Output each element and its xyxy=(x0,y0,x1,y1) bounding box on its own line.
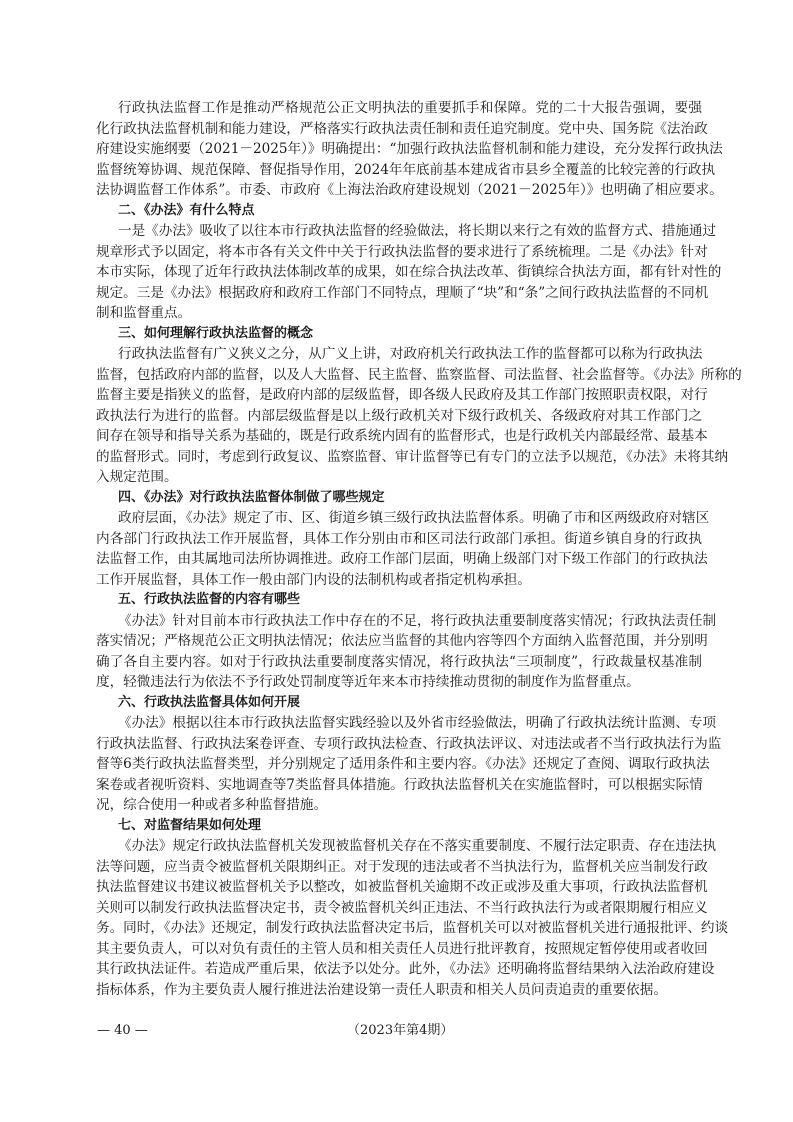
text-line: 入规定范围。 xyxy=(96,469,178,485)
section-heading xyxy=(96,324,702,345)
text-line: 督等6类行政执法监督类型，并分别规定了适用条件和主要内容。《办法》还规定了查阅、调取行政执法 xyxy=(96,756,710,772)
text-line: 规定。三是《办法》根据政府和政府工作部门不同特点，理顺了“块”和“条”之间行政执法监督的不同机 xyxy=(96,284,709,301)
text-line: 落实情况；严格规范公正文明执法情况；依法应当监督的其他内容等四个方面纳入监督范围，并分别明 xyxy=(96,633,708,649)
text-line: 关则可以制发行政执法监督决定书，责令被监督机关纠正违法、不当行政执法行为或者限期履行相应义 xyxy=(96,899,708,916)
text-line: 制和监督重点。 xyxy=(96,305,192,321)
text-line: 监督主要是指狭义的监督，是政府内部的层级监督，即各级人民政府及其工作部门按照职责权限，对行 xyxy=(96,387,708,403)
section-heading xyxy=(96,816,702,837)
text-line: 行政执法监督有广义狭义之分，从广义上讲，对政府机关行政执法工作的监督都可以称为行政执法 xyxy=(118,346,703,362)
paragraph xyxy=(96,611,717,693)
text-line: 法监督工作，由其属地司法所协调推进。政府工作部门层面，明确上级部门对下级工作部门的行政执法 xyxy=(96,551,708,567)
text-line: 况，综合使用一种或者多种监督措施。 xyxy=(96,797,328,813)
paragraph xyxy=(96,344,742,488)
page-number: — 40 — xyxy=(97,1023,148,1038)
paragraph xyxy=(96,98,723,201)
text-line: 府建设实施纲要（2021－2025年）》明确提出：“加强行政执法监督机制和能力建设，充分发挥行政执法 xyxy=(96,141,723,157)
section-heading xyxy=(96,590,702,611)
text-line: 确了各自主要内容。如对于行政执法重要制度落实情况，将行政执法“三项制度”，行政裁量权基准制 xyxy=(96,653,702,670)
paragraph xyxy=(96,713,722,816)
text-line: 化行政执法监督机制和能力建设，严格落实行政执法责任制和责任追究制度。党中央、国务院《法治政 xyxy=(96,120,708,137)
text-line: 行政执法监督、行政执法案卷评查、专项行政执法检查、行政执法评议、对违法或者不当行政执法行为监 xyxy=(96,735,722,752)
text-line: 法等问题，应当责令被监督机关限期纠正。对于发现的违法或者不当执法行为，监督机关应当制发行政 xyxy=(96,858,708,875)
heading-text: 六、行政执法监督具体如何开展 xyxy=(118,694,301,710)
text-line: 《办法》针对目前本市行政执法工作中存在的不足，将行政执法重要制度落实情况；行政执法责任制 xyxy=(118,612,717,629)
text-line: 内各部门行政执法工作开展监督，具体工作分别由市和区司法行政部门承担。街道乡镇自身的行政执 xyxy=(96,530,702,547)
section-heading xyxy=(96,693,702,714)
heading-text: 五、行政执法监督的内容有哪些 xyxy=(118,592,301,607)
heading-text: 三、如何理解行政执法监督的概念 xyxy=(118,325,314,341)
text-line: 间存在领导和指导关系为基础的，既是行政系统内固有的监督形式，也是行政机关内部最经常、最基本 xyxy=(96,428,708,444)
heading-text: 二、《办法》有什么特点 xyxy=(118,202,255,218)
paragraph xyxy=(96,221,722,324)
text-line: 监督，包括政府内部的监督，以及人大监督、民主监督、监察监督、司法监督、社会监督等。《办法》所称的 xyxy=(96,366,742,383)
paragraph xyxy=(96,836,729,1000)
text-line: 务。同时，《办法》还规定，制发行政执法监督决定书后，监督机关可以对被监督机关进行通报批评、约谈 xyxy=(96,920,729,936)
text-line: 政执法行为进行的监督。内部层级监督是以上级行政机关对下级行政机关、各级政府对其工作部门之 xyxy=(96,407,702,424)
paragraph xyxy=(96,508,710,590)
text-line: 执法监督建议书建议被监督机关予以整改，如被监督机关逾期不改正或涉及重大事项，行政执法监督机 xyxy=(96,879,708,895)
section-heading xyxy=(96,201,702,222)
text-line: 法协调监督工作体系”。市委、市政府《上海法治政府建设规划（2021－2025年）》也明确了相应要求。 xyxy=(96,182,723,198)
text-line: 《办法》根据以往本市行政执法监督实践经验以及外省市经验做法，明确了行政执法统计监测、专项 xyxy=(118,715,717,731)
text-line: 的监督形式。同时，考虑到行政复议、监察监督、审计监督等已有专门的立法予以规范，《办法》未将其纳 xyxy=(96,448,729,465)
issue-label: （2023年第4期） xyxy=(347,1023,454,1038)
text-line: 度，轻微违法行为依法不予行政处罚制度等近年来本市持续推动贯彻的制度作为监督重点。 xyxy=(96,674,640,690)
section-heading xyxy=(96,488,702,509)
text-line: 政府层面，《办法》规定了市、区、街道乡镇三级行政执法监督体系。明确了市和区两级政府对辖区 xyxy=(118,510,710,526)
text-line: 其行政执法证件。若造成严重后果，依法予以处分。此外，《办法》还明确将监督结果纳入法治政府建设 xyxy=(96,961,715,977)
document-body xyxy=(96,98,742,1000)
text-line: 工作开展监督，具体工作一般由部门内设的法制机构或者指定机构承担。 xyxy=(96,571,531,588)
text-line: 行政执法监督工作是推动严格规范公正文明执法的重要抓手和保障。党的二十大报告强调，要强 xyxy=(118,100,702,116)
text-line: 本市实际，体现了近年行政执法体制改革的成果，如在综合执法改革、街镇综合执法方面，都有针对性的 xyxy=(96,264,722,280)
text-line: 一是《办法》吸收了以往本市行政执法监督的经验做法，将长期以来行之有效的监督方式、措施通过 xyxy=(118,223,717,239)
text-line: 《办法》规定行政执法监督机关发现被监督机关存在不落实重要制度、不履行法定职责、存在违法执 xyxy=(118,838,717,854)
heading-text: 七、对监督结果如何处理 xyxy=(118,817,262,833)
text-line: 规章形式予以固定，将本市各有关文件中关于行政执法监督的要求进行了系统梳理。二是《办法》针对 xyxy=(96,243,708,260)
text-line: 指标体系，作为主要负责人履行推进法治建设第一责任人职责和相关人员问责追责的重要依据。 xyxy=(96,981,667,998)
text-line: 其主要负责人，可以对负有责任的主管人员和相关责任人员进行批评教育，按照规定暂停使用或者收回 xyxy=(96,940,708,957)
text-line: 案卷或者视听资料、实地调查等7类监督具体措施。行政执法监督机关在实施监督时，可以根据实际情 xyxy=(96,776,703,793)
text-line: 监督统筹协调、规范保障、督促指导作用，2024年年底前基本建成省市县乡全覆盖的比较完善的行政执 xyxy=(96,161,716,178)
heading-text: 四、《办法》对行政执法监督体制做了哪些规定 xyxy=(118,489,385,505)
